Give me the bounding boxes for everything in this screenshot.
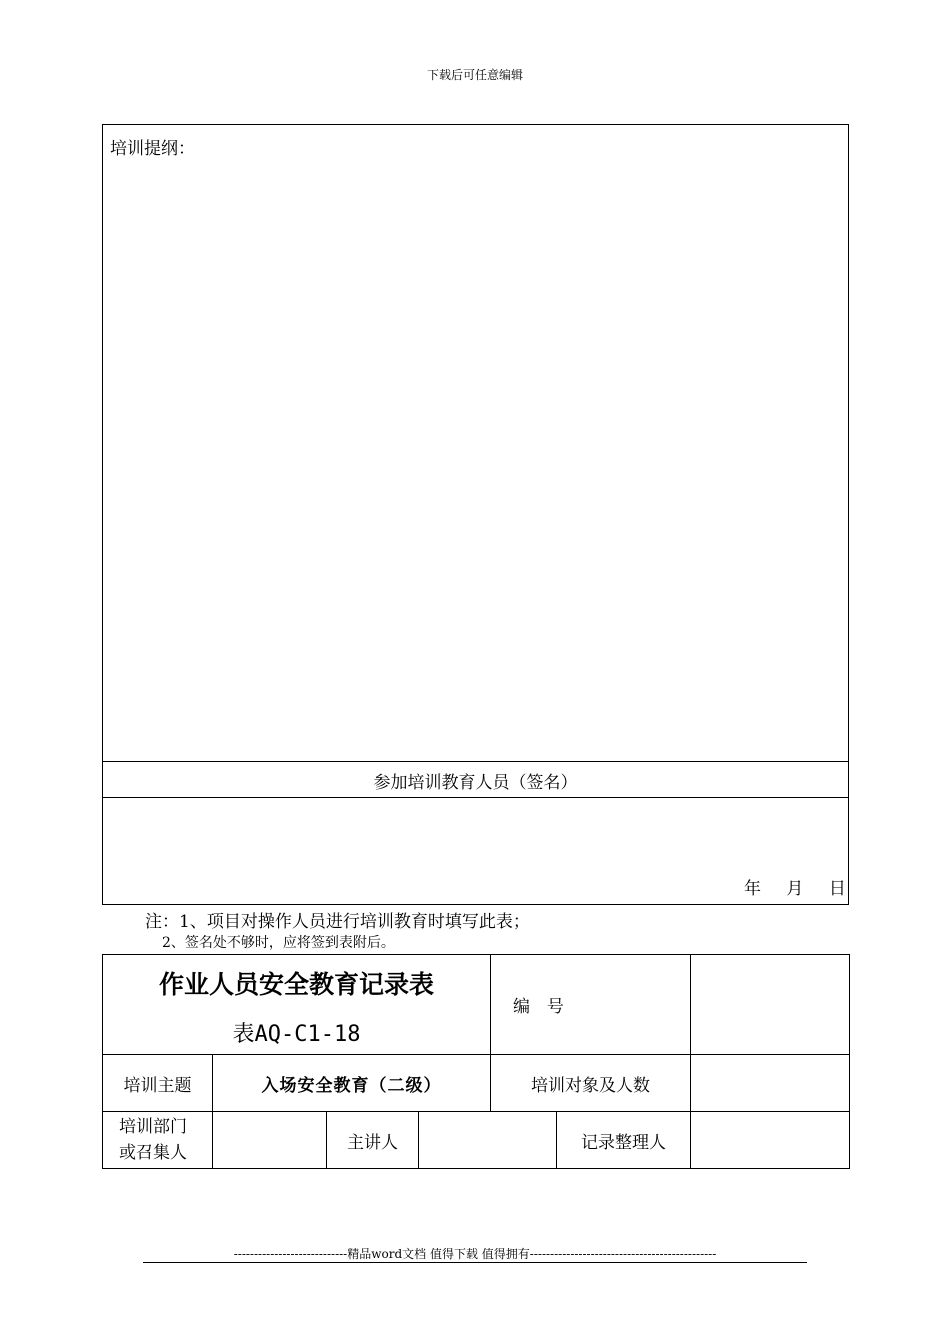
target-field[interactable] [691,1055,850,1112]
safety-education-record-table [102,954,850,1169]
record-title-cell [103,955,491,1055]
record-title: 作业人员安全教育记录表 [159,970,435,999]
dept-field[interactable] [213,1112,327,1169]
training-outline-label: 培训提纲： [110,139,195,159]
header-note: 下载后可任意编辑 [426,68,523,82]
topic-value[interactable]: 入场安全教育（二级） [213,1055,491,1112]
signature-area[interactable] [103,798,848,904]
footer-rule [143,1262,807,1263]
recorder-label: 记录整理人 [557,1112,691,1169]
dept-label-line-1: 培训部门 [119,1117,187,1137]
footer-text: ----------------------------精品word文档 值得下载 值得拥有---------------------------------------------- [233,1247,717,1261]
dept-label [103,1112,213,1169]
number-label: 编 号 [491,955,691,1055]
note-line-1: 注：1、项目对操作人员进行培训教育时填写此表； [145,912,530,932]
signature-date [744,874,846,899]
note-line-2: 2、签名处不够时，应将签到表附后。 [162,935,395,951]
topic-label: 培训主题 [103,1055,213,1112]
target-label: 培训对象及人数 [491,1055,691,1112]
divider-signature-top [102,761,849,762]
date-month-label: 月 [786,879,804,899]
date-year-label: 年 [744,879,761,899]
dept-label-line-2: 或召集人 [119,1143,187,1163]
recorder-field[interactable] [691,1112,850,1169]
number-field[interactable] [691,955,850,1055]
form-code: 表AQ-C1-18 [232,1022,361,1047]
lecturer-label: 主讲人 [327,1112,419,1169]
lecturer-field[interactable] [419,1112,557,1169]
signature-section-title: 参加培训教育人员（签名） [373,773,578,793]
date-day-label: 日 [828,879,846,899]
